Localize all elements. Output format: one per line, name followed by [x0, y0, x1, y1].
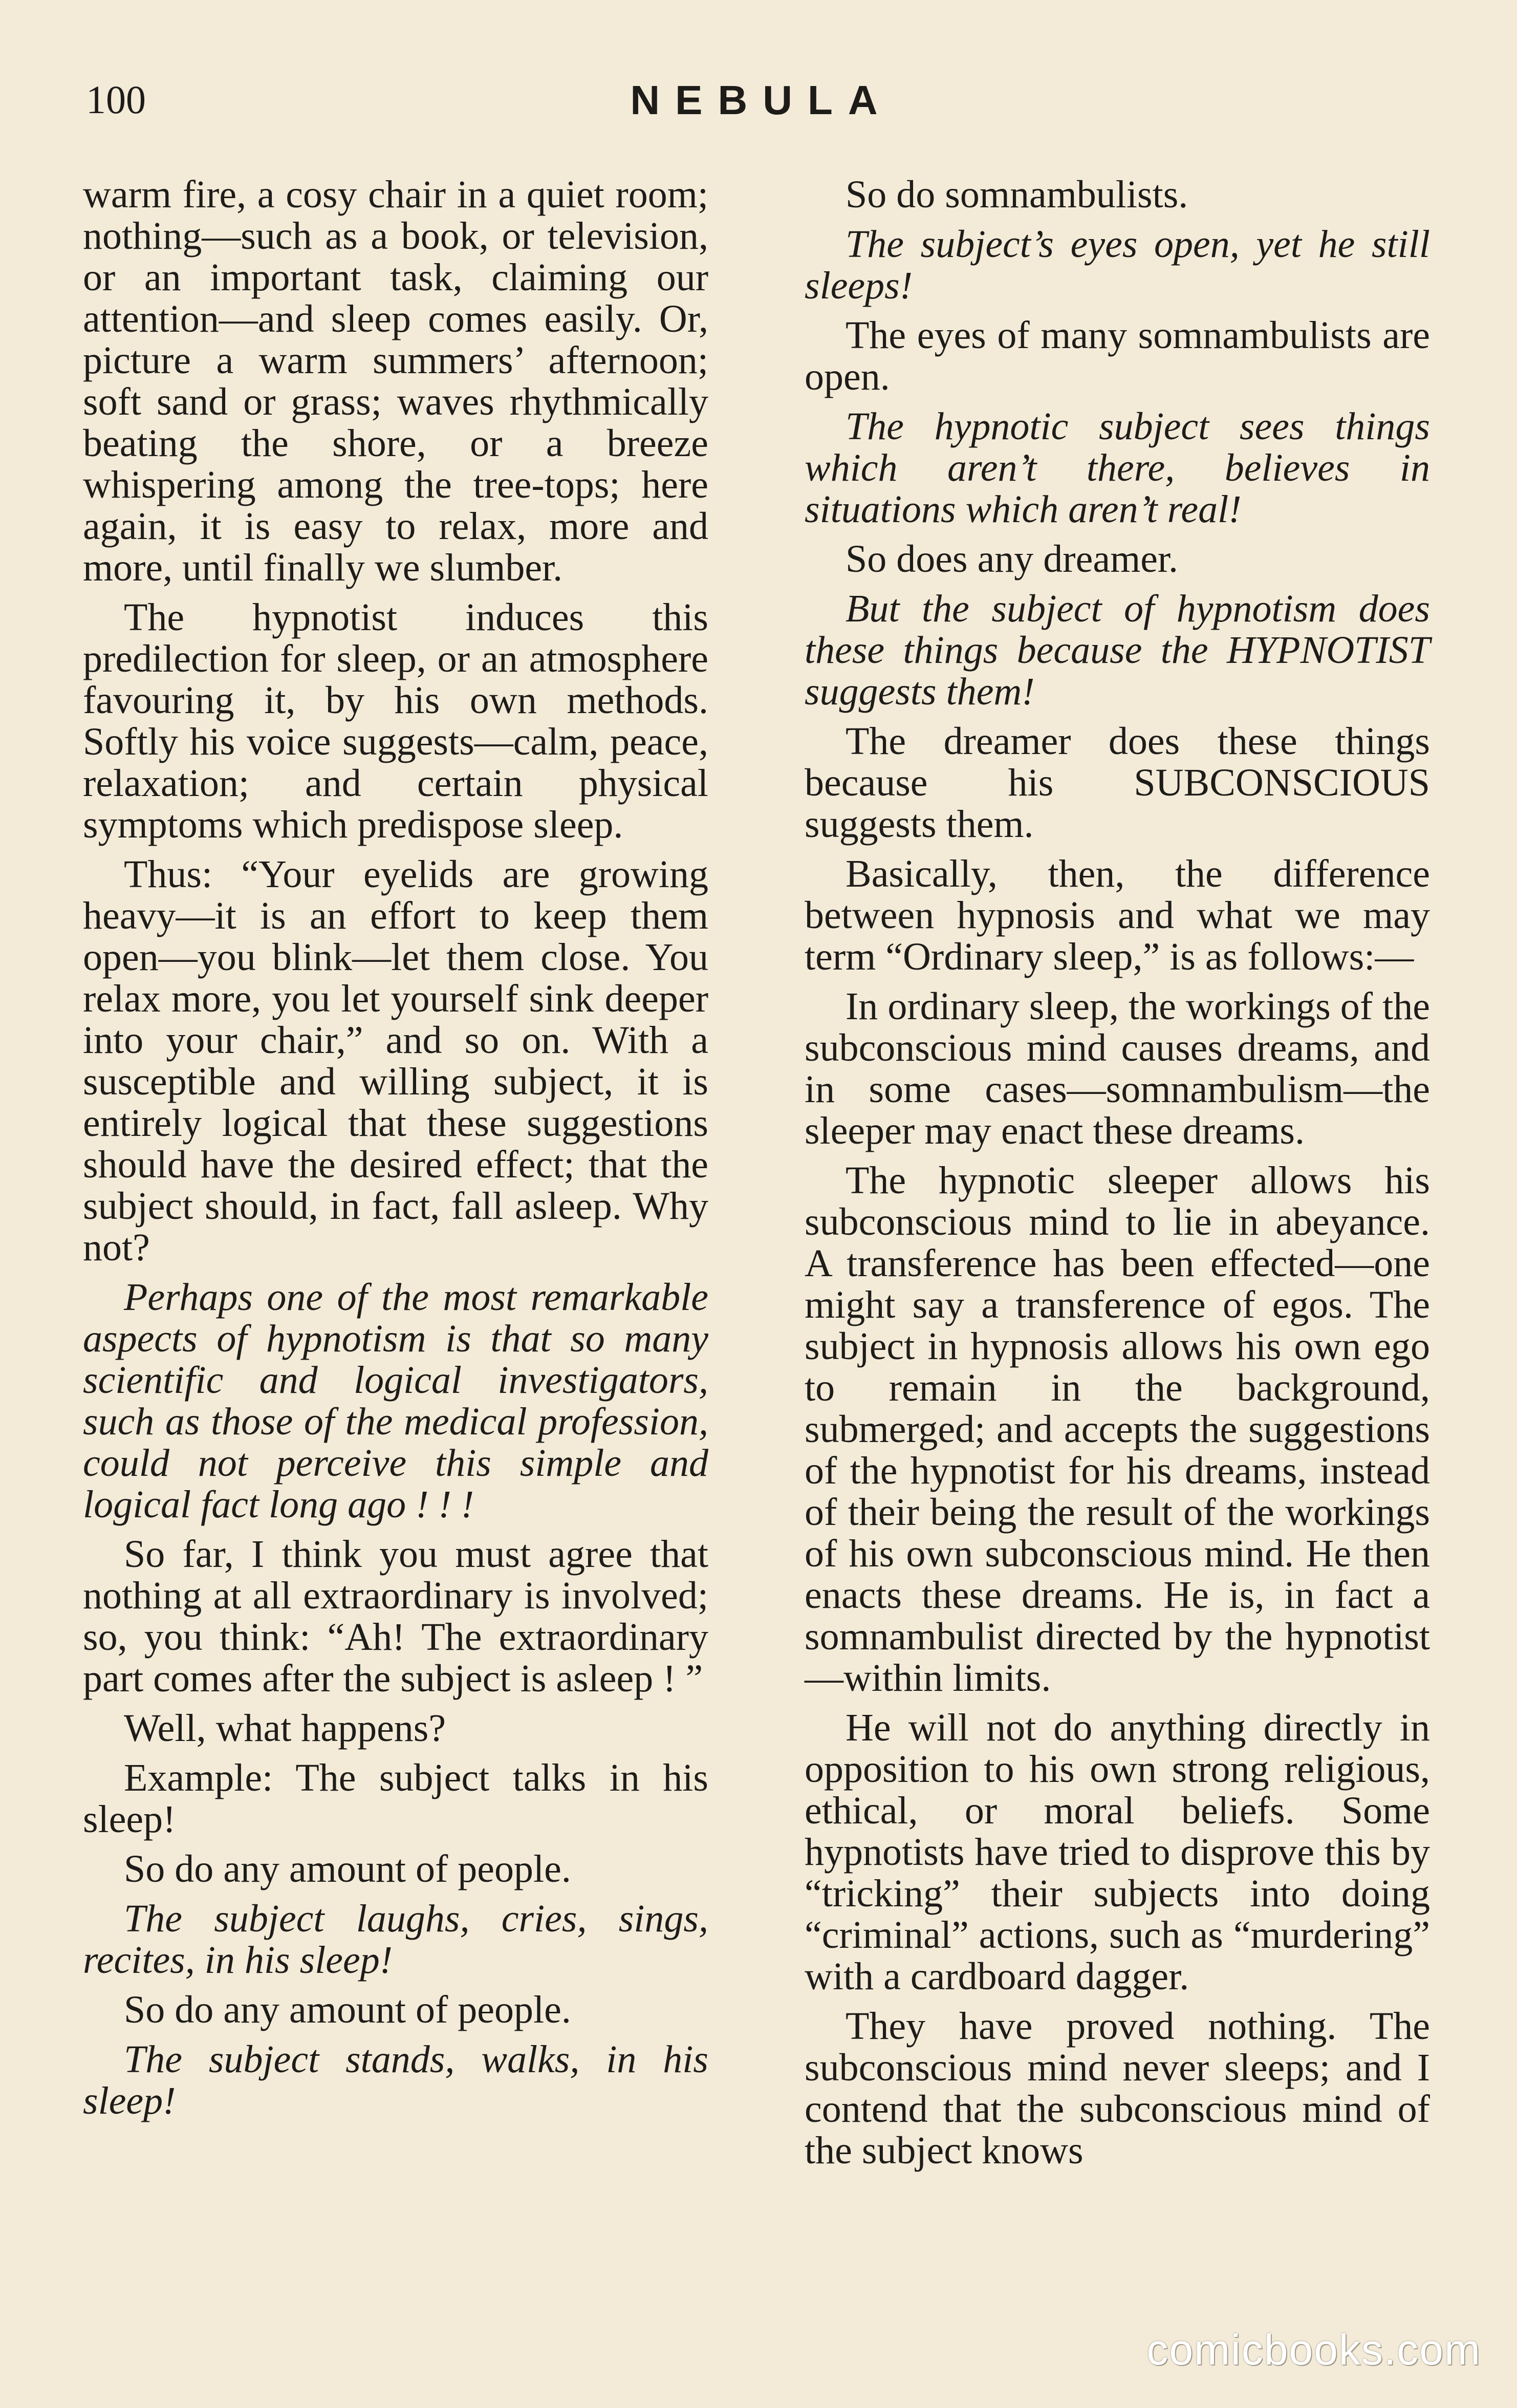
- paragraph: Well, what happens?: [124, 1707, 446, 1750]
- paragraph: So does any dreamer.: [846, 538, 1179, 580]
- journal-title: NEBULA: [630, 77, 893, 123]
- paragraph: So do somnambulists.: [846, 173, 1188, 216]
- paragraph: The dreamer does these things because his SUBCONSCIOUS suggests them.: [805, 720, 1430, 846]
- paragraph: So do any amount of people.: [124, 1847, 571, 1890]
- right-column: [805, 174, 1430, 2180]
- paragraph: Basically, then, the difference between hypnosis and what we may term “Ordinary sleep,” is as follows:—: [805, 852, 1430, 978]
- paragraph: In ordinary sleep, the workings of the subconscious mind causes dreams, and in some cases—somnambulism—the sleeper may enact these dreams.: [805, 985, 1430, 1152]
- paragraph: Thus: “Your eyelids are growing heavy—it is an effort to keep them open—you blink—let them close. You relax more, you let yourself sink deeper into your chair,” and so on. With a susceptible and willing subject, it is entirely logical that these suggestions should have the desired effect; that the subject should, in fact, fall asleep. Why not?: [83, 853, 708, 1269]
- italic-paragraph: But the subject of hypnotism does these things because the HYPNOTIST suggests them!: [805, 587, 1430, 713]
- paragraph: So far, I think you must agree that nothing at all extraordinary is involved; so, you think: “Ah! The extraordinary part comes after the subject is asleep ! ”: [83, 1533, 708, 1700]
- watermark: comicbooks.com: [1146, 2326, 1481, 2374]
- page-number: 100: [86, 77, 146, 122]
- italic-paragraph: The hypnotic subject sees things which aren’t there, believes in situations which aren’t real!: [805, 405, 1430, 531]
- italic-paragraph: The subject laughs, cries, sings, recites, in his sleep!: [83, 1897, 708, 1982]
- italic-paragraph: The subject’s eyes open, yet he still sleeps!: [805, 223, 1430, 307]
- paragraph: The hypnotic sleeper allows his subconscious mind to lie in abeyance. A transference has been effected—one might say a transference of egos. The subject in hypnosis allows his own ego to remain in the background, submerged; and accepts the suggestions of the hypnotist for his dreams, instead of their being the result of the workings of his own subconscious mind. He then enacts these dreams. He is, in fact a somnambulist directed by the hypnotist—within limits.: [805, 1159, 1430, 1700]
- paragraph: warm fire, a cosy chair in a quiet room; nothing—such as a book, or television, or an important task, claiming our attention—and sleep comes easily. Or, picture a warm summers’ afternoon; soft sand or grass; waves rhythmically beating the shore, or a breeze whispering among the tree-tops; here again, it is easy to relax, more and more, until finally we slumber.: [83, 173, 708, 589]
- paragraph: They have proved nothing. The subconscious mind never sleeps; and I contend that the subconscious mind of the subject knows: [805, 2005, 1430, 2172]
- paragraph: He will not do anything directly in opposition to his own strong religious, ethical, or moral beliefs. Some hypnotists have tried to disprove this by “tricking” their subjects into doing “criminal” actions, such as “murdering” with a cardboard dagger.: [805, 1706, 1430, 1998]
- italic-paragraph: Perhaps one of the most remarkable aspects of hypnotism is that so many scientific and logical investigators, such as those of the medical profession, could not perceive this simple and logical fact long ago ! ! !: [83, 1276, 708, 1526]
- paragraph: Example: The subject talks in his sleep!: [83, 1756, 708, 1841]
- italic-paragraph: The subject stands, walks, in his sleep!: [83, 2038, 708, 2122]
- paragraph: The hypnotist induces this predilection for sleep, or an atmosphere favouring it, by his own methods. Softly his voice suggests—calm, peace, relaxation; and certain physical symptoms which predispose sleep.: [83, 596, 708, 846]
- paragraph: The eyes of many somnambulists are open.: [805, 314, 1430, 398]
- paragraph: So do any amount of people.: [124, 1988, 571, 2031]
- page-header: [86, 77, 1437, 133]
- left-column: [83, 174, 708, 2130]
